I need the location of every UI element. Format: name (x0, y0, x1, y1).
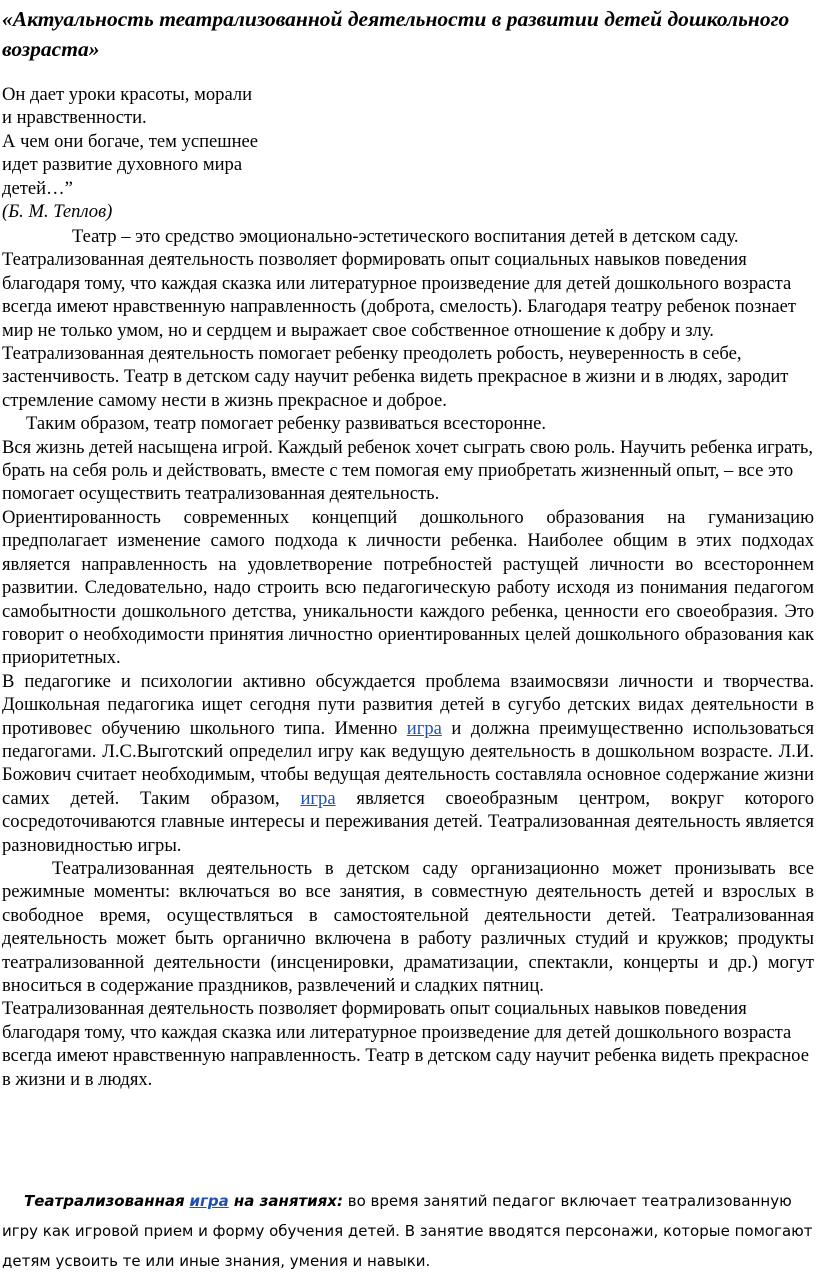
paragraph-text: является своеобразным центром, вокруг которого сосредоточиваются главные интересы и переживания детей. Театрализованная деятельность является разновидностью игры. (2, 787, 814, 856)
lessons-lead: на занятиях: (228, 1192, 343, 1210)
igra-link[interactable]: игра (189, 1192, 229, 1210)
igra-link[interactable]: игра (406, 717, 442, 739)
paragraph-children-play: Вся жизнь детей насыщена игрой. Каждый ребенок хочет сыграть свою роль. Научить ребенка играть, брать на себя роль и действовать, вместе с тем помогая ему приобретать жизненный опыт, – все это помогает осуществить театрализованная деятельность. (2, 436, 814, 505)
lessons-lead: Театрализованная (24, 1192, 185, 1210)
lessons-text: во время занятий педагог включает театрализованную игру как игровой прием и форму обучения детей. В занятие вводятся персонажи, которые помогают детям усвоить те или иные знания, умения и навыки. (2, 1192, 813, 1270)
epigraph-line: детей…” (2, 177, 73, 199)
paragraph-social-skills: Театрализованная деятельность позволяет формировать опыт социальных навыков поведения благодаря тому, что каждая сказка или литературное произведение для детей дошкольного возраста всегда имеют нравственную направленность. Театр в детском саду научит ребенка видеть прекрасное в жизни и в людях. (2, 998, 809, 1090)
epigraph-line: и нравственности. (2, 107, 147, 129)
lessons-paragraph (2, 1186, 814, 1276)
lessons-section (2, 1186, 814, 1276)
paragraph-pedagogy (2, 670, 814, 857)
paragraph-regime-moments: Театрализованная деятельность в детском саду организационно может пронизывать все режимные моменты: включаться во все занятия, в совместную деятельность детей и взрослых в свободное время, осуществляться в самостоятельной деятельности детей. Театрализованная деятельность может быть органично включена в работу различных студий и кружков; продукты театрализованной деятельности (инсценировки, драматизации, спектакли, концерты и др.) могут вноситься в содержание праздников, развлечений и сладких пятниц. (2, 857, 814, 996)
epigraph-author: (Б. М. Теплов) (2, 200, 113, 222)
epigraph-line: идет развитие духовного мира (2, 154, 243, 176)
paragraph-text: и должна преимущественно использоваться педагогами. Л.С.Выготский определил игру как ведущую деятельность в дошкольном возрасте. Л.И. Божович считает необходимым, чтобы ведущая деятельность составляла основное содержание жизни самих детей. Таким образом, (2, 717, 814, 809)
document-title: «Актуальность театрализованной деятельности в развитии детей дошкольного возраста» (2, 7, 790, 61)
paragraph-text: В педагогике и психологии активно обсуждается проблема взаимосвязи личности и творчества. Дошкольная педагогика ищет сегодня пути развития детей в сугубо детских видах деятельности в противовес обучению школьного типа. Именно (2, 670, 814, 739)
epigraph-line: Он дает уроки красоты, морали (2, 84, 253, 105)
paragraph-theatre-intro: Театр – это средство эмоционально-эстетического воспитания детей в детском саду. Театрализованная деятельность позволяет формировать опыт социальных навыков поведения благодаря тому, что каждая сказка или литературное произведение для детей дошкольного возраста всегда имеют нравственную направленность (доброта, смелость). Благодаря театру ребенок познает мир не только умом, но и сердцем и выражает свое собственное отношение к добру и злу. Театрализованная деятельность помогает ребенку преодолеть робость, неуверенность в себе, застенчивость. Театр в детском саду научит ребенка видеть прекрасное в жизни и в людях, зародит стремление самому нести в жизнь прекрасное и доброе. (2, 226, 797, 411)
paragraph-summary: Таким образом, театр помогает ребенку развиваться всесторонне. (26, 413, 546, 435)
epigraph (2, 83, 362, 223)
document-body (2, 225, 814, 1091)
igra-link[interactable]: игра (300, 787, 336, 809)
paragraph-orientation: Ориентированность современных концепций дошкольного образования на гуманизацию предполагает изменение самого подхода к личности ребенка. Наиболее общим в этих подходах является направленность на удовлетворение потребностей растущей личности во всестороннем развитии. Следовательно, надо строить всю педагогическую работу исходя из понимания педагогом самобытности дошкольного детства, уникальности каждого ребенка, ценности его своеобразия. Это говорит о необходимости принятия личностно ориентированных целей дошкольного образования как приоритетных. (2, 506, 814, 669)
epigraph-line: А чем они богаче, тем успешнее (2, 130, 259, 152)
